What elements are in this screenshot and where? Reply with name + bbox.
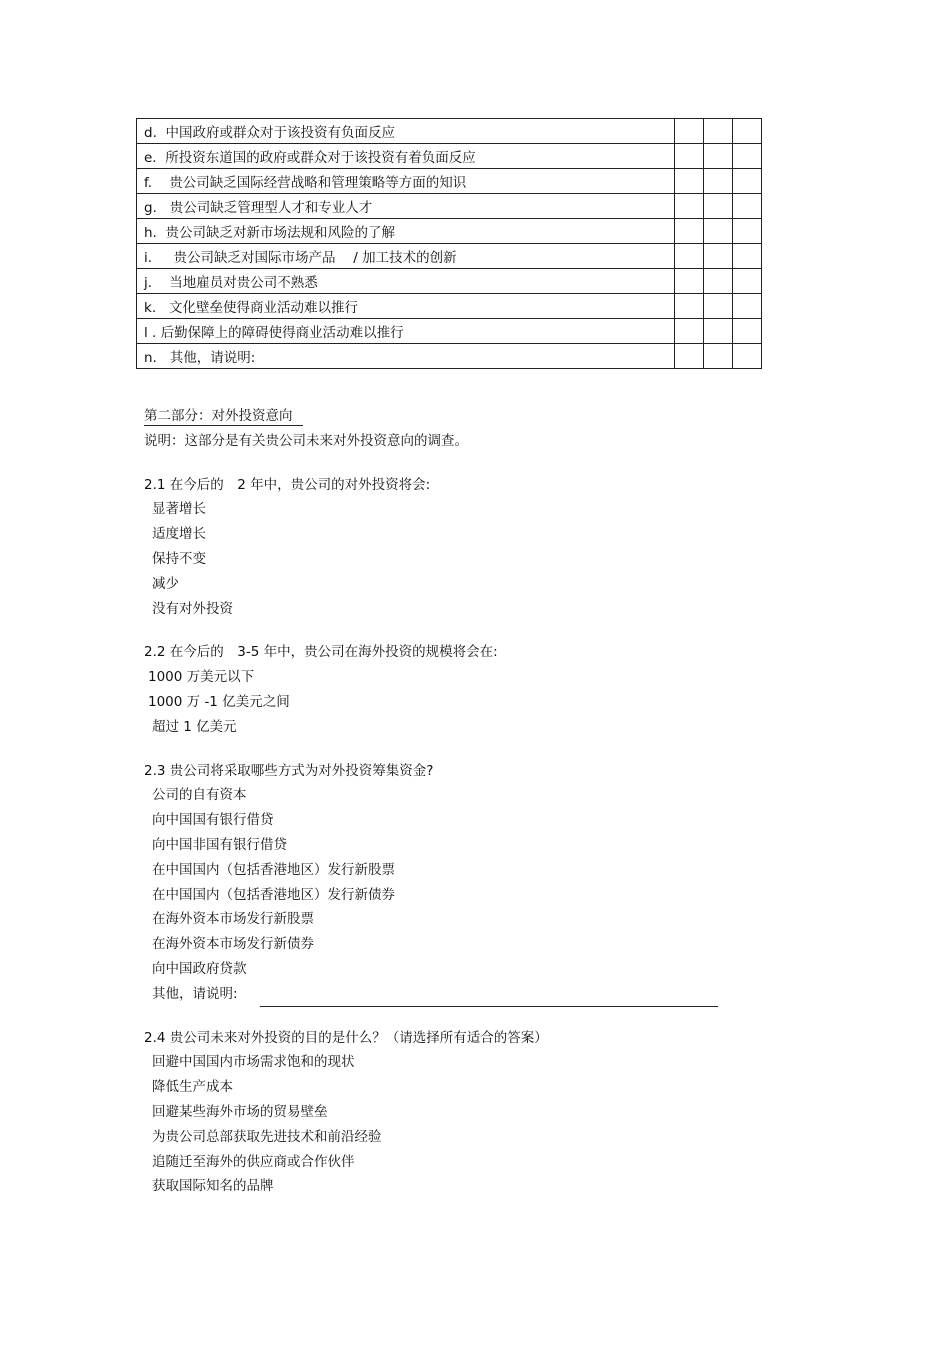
row-label: n. 其他，请说明: — [137, 344, 675, 369]
other-fill-line[interactable] — [260, 990, 718, 1007]
option-2-4-a[interactable]: 回避中国国内市场需求饱和的现状 — [152, 1054, 355, 1071]
checkbox-cell[interactable] — [675, 294, 704, 319]
question-2-3: 2.3 贵公司将采取哪些方式为对外投资筹集资金? — [144, 762, 434, 779]
table-row — [137, 219, 762, 244]
question-2-4: 2.4 贵公司未来对外投资的目的是什么？（请选择所有适合的答案） — [144, 1029, 548, 1046]
checkbox-cell[interactable] — [675, 219, 704, 244]
row-label: l . 后勤保障上的障碍使得商业活动难以推行 — [137, 319, 675, 344]
question-2-2: 2.2 在今后的 3-5 年中，贵公司在海外投资的规模将会在: — [144, 644, 498, 661]
checkbox-cell[interactable] — [704, 294, 733, 319]
checkbox-cell[interactable] — [704, 169, 733, 194]
table-row — [137, 144, 762, 169]
option-2-3-g[interactable]: 在海外资本市场发行新债券 — [152, 936, 314, 953]
part2-section — [144, 404, 718, 1199]
option-2-2-b[interactable]: 1000 万 -1 亿美元之间 — [148, 693, 290, 710]
table-row — [137, 294, 762, 319]
option-2-4-f[interactable]: 获取国际知名的品牌 — [152, 1178, 274, 1195]
table-row — [137, 344, 762, 369]
checkbox-cell[interactable] — [733, 194, 762, 219]
checkbox-cell[interactable] — [704, 269, 733, 294]
checkbox-cell[interactable] — [704, 119, 733, 144]
row-label: d. 中国政府或群众对于该投资有负面反应 — [137, 119, 675, 144]
checkbox-cell[interactable] — [704, 219, 733, 244]
table-row — [137, 194, 762, 219]
table-row — [137, 119, 762, 144]
option-2-1-a[interactable]: 显著增长 — [152, 501, 206, 518]
checkbox-cell[interactable] — [704, 319, 733, 344]
option-2-3-f[interactable]: 在海外资本市场发行新股票 — [152, 911, 314, 928]
checkbox-cell[interactable] — [675, 119, 704, 144]
option-2-1-c[interactable]: 保持不变 — [152, 550, 206, 567]
checkbox-cell[interactable] — [675, 244, 704, 269]
option-2-1-d[interactable]: 减少 — [152, 575, 179, 592]
checkbox-cell[interactable] — [704, 344, 733, 369]
checkbox-cell[interactable] — [733, 319, 762, 344]
option-2-3-a[interactable]: 公司的自有资本 — [152, 787, 247, 804]
table-row — [137, 169, 762, 194]
row-label: g. 贵公司缺乏管理型人才和专业人才 — [137, 194, 675, 219]
row-label: i. 贵公司缺乏对国际市场产品 / 加工技术的创新 — [137, 244, 675, 269]
row-label: h. 贵公司缺乏对新市场法规和风险的了解 — [137, 219, 675, 244]
option-2-3-h[interactable]: 向中国政府贷款 — [152, 960, 247, 977]
option-2-3-other — [144, 982, 718, 1007]
option-2-1-b[interactable]: 适度增长 — [152, 526, 206, 543]
option-2-2-a[interactable]: 1000 万美元以下 — [148, 669, 255, 686]
checkbox-cell[interactable] — [675, 269, 704, 294]
option-2-4-c[interactable]: 回避某些海外市场的贸易壁垒 — [152, 1103, 328, 1120]
section-intro: 说明：这部分是有关贵公司未来对外投资意向的调查。 — [144, 432, 468, 449]
checkbox-cell[interactable] — [675, 169, 704, 194]
table-row — [137, 319, 762, 344]
option-2-1-e[interactable]: 没有对外投资 — [152, 600, 233, 617]
row-label: k. 文化壁垒使得商业活动难以推行 — [137, 294, 675, 319]
checkbox-cell[interactable] — [704, 144, 733, 169]
checkbox-cell[interactable] — [704, 244, 733, 269]
option-2-2-c[interactable]: 超过 1 亿美元 — [152, 718, 237, 735]
checkbox-cell[interactable] — [733, 219, 762, 244]
checkbox-cell[interactable] — [733, 144, 762, 169]
table-row — [137, 244, 762, 269]
option-2-4-e[interactable]: 追随迁至海外的供应商或合作伙伴 — [152, 1153, 355, 1170]
option-2-3-e[interactable]: 在中国国内（包括香港地区）发行新债券 — [152, 886, 395, 903]
row-label: e. 所投资东道国的政府或群众对于该投资有着负面反应 — [137, 144, 675, 169]
checkbox-cell[interactable] — [733, 244, 762, 269]
factors-table — [136, 118, 762, 369]
checkbox-cell[interactable] — [704, 194, 733, 219]
checkbox-cell[interactable] — [675, 319, 704, 344]
option-2-3-b[interactable]: 向中国国有银行借贷 — [152, 812, 274, 829]
question-2-1: 2.1 在今后的 2 年中，贵公司的对外投资将会: — [144, 476, 431, 493]
option-2-3-c[interactable]: 向中国非国有银行借贷 — [152, 836, 287, 853]
checkbox-cell[interactable] — [675, 144, 704, 169]
table-row — [137, 269, 762, 294]
section-title: 第二部分：对外投资意向 — [144, 407, 303, 426]
row-label: f. 贵公司缺乏国际经营战略和管理策略等方面的知识 — [137, 169, 675, 194]
checkbox-cell[interactable] — [733, 119, 762, 144]
row-label: j. 当地雇员对贵公司不熟悉 — [137, 269, 675, 294]
other-label: 其他，请说明: — [152, 985, 238, 1002]
option-2-4-b[interactable]: 降低生产成本 — [152, 1079, 233, 1096]
checkbox-cell[interactable] — [675, 194, 704, 219]
checkbox-cell[interactable] — [733, 269, 762, 294]
checkbox-cell[interactable] — [733, 169, 762, 194]
checkbox-cell[interactable] — [675, 344, 704, 369]
option-2-4-d[interactable]: 为贵公司总部获取先进技术和前沿经验 — [152, 1128, 382, 1145]
checkbox-cell[interactable] — [733, 344, 762, 369]
option-2-3-d[interactable]: 在中国国内（包括香港地区）发行新股票 — [152, 861, 395, 878]
checkbox-cell[interactable] — [733, 294, 762, 319]
